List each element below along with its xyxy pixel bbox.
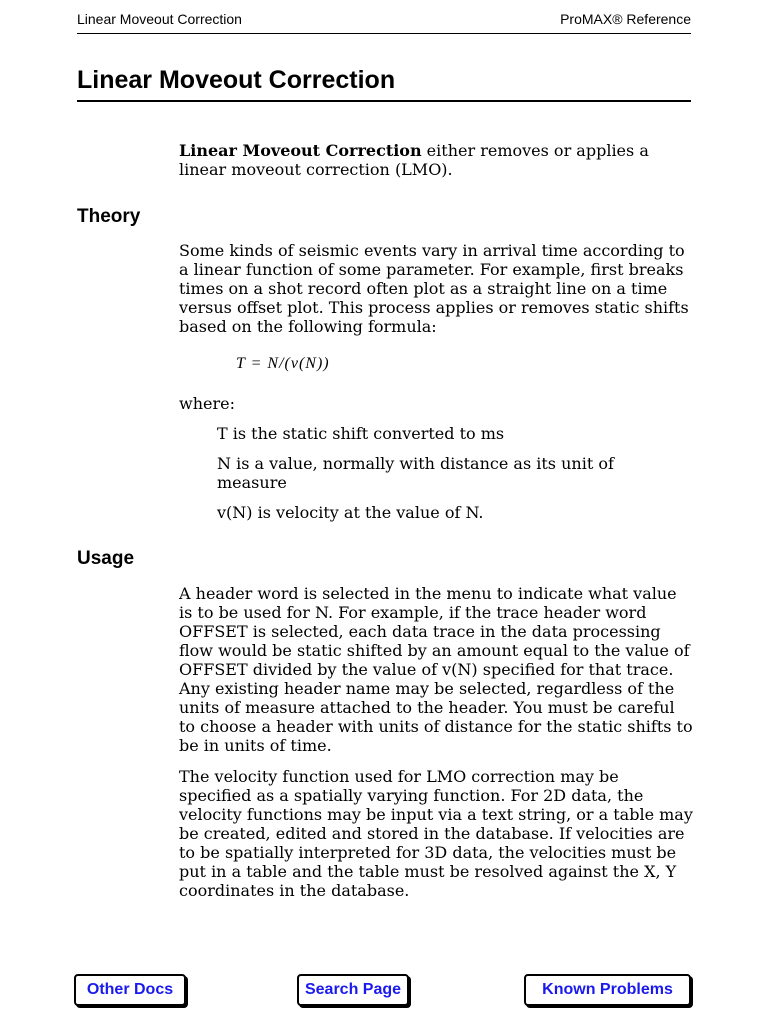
- search-page-button[interactable]: Search Page: [297, 974, 409, 1006]
- definition-vn: v(N) is velocity at the value of N.: [217, 503, 484, 522]
- intro-text: either removes or applies a linear moveout correction (LMO).: [179, 141, 649, 179]
- running-header-book: ProMAX® Reference: [560, 11, 691, 27]
- usage-paragraph-1: A header word is selected in the menu to indicate what value is to be used for N. For example, if the trace header word OFFSET is selected, each data trace in the data processing flow would be static shifted by an amount equal to the value of OFFSET divided by the value of v(N) specified for that trace. Any existing header name may be selected, regardless of the units of measure attached to the header. You must be careful to choose a header with units of distance for the static shifts to be in units of time.: [179, 584, 693, 755]
- running-header: [77, 11, 691, 34]
- usage-paragraph-2: The velocity function used for LMO correction may be specified as a spatially varying function. For 2D data, the velocity functions may be input via a text string, or a table may be created, edited and stored in the database. If velocities are to be spatially interpreted for 3D data, the velocities must be put in a table and the table must be resolved against the X, Y coordinates in the database.: [179, 767, 693, 900]
- other-docs-button[interactable]: Other Docs: [74, 974, 186, 1006]
- lmo-formula: T = N/(v(N)): [236, 355, 330, 372]
- definition-n: N is a value, normally with distance as its unit of measure: [217, 454, 614, 492]
- usage-heading: Usage: [77, 548, 135, 569]
- running-header-chapter: Linear Moveout Correction: [77, 11, 242, 27]
- page-title: Linear Moveout Correction: [77, 62, 691, 102]
- intro-bold-term: Linear Moveout Correction: [179, 141, 422, 160]
- definition-t: T is the static shift converted to ms: [217, 424, 505, 443]
- intro-paragraph: [179, 141, 694, 179]
- theory-paragraph: Some kinds of seismic events vary in arrival time according to a linear function of some parameter. For example, first breaks times on a shot record often plot as a straight line on a time versus offset plot. This process applies or removes static shifts based on the following formula:: [179, 241, 689, 336]
- theory-heading: Theory: [77, 206, 141, 227]
- known-problems-button[interactable]: Known Problems: [524, 974, 691, 1006]
- where-label: where:: [179, 394, 235, 413]
